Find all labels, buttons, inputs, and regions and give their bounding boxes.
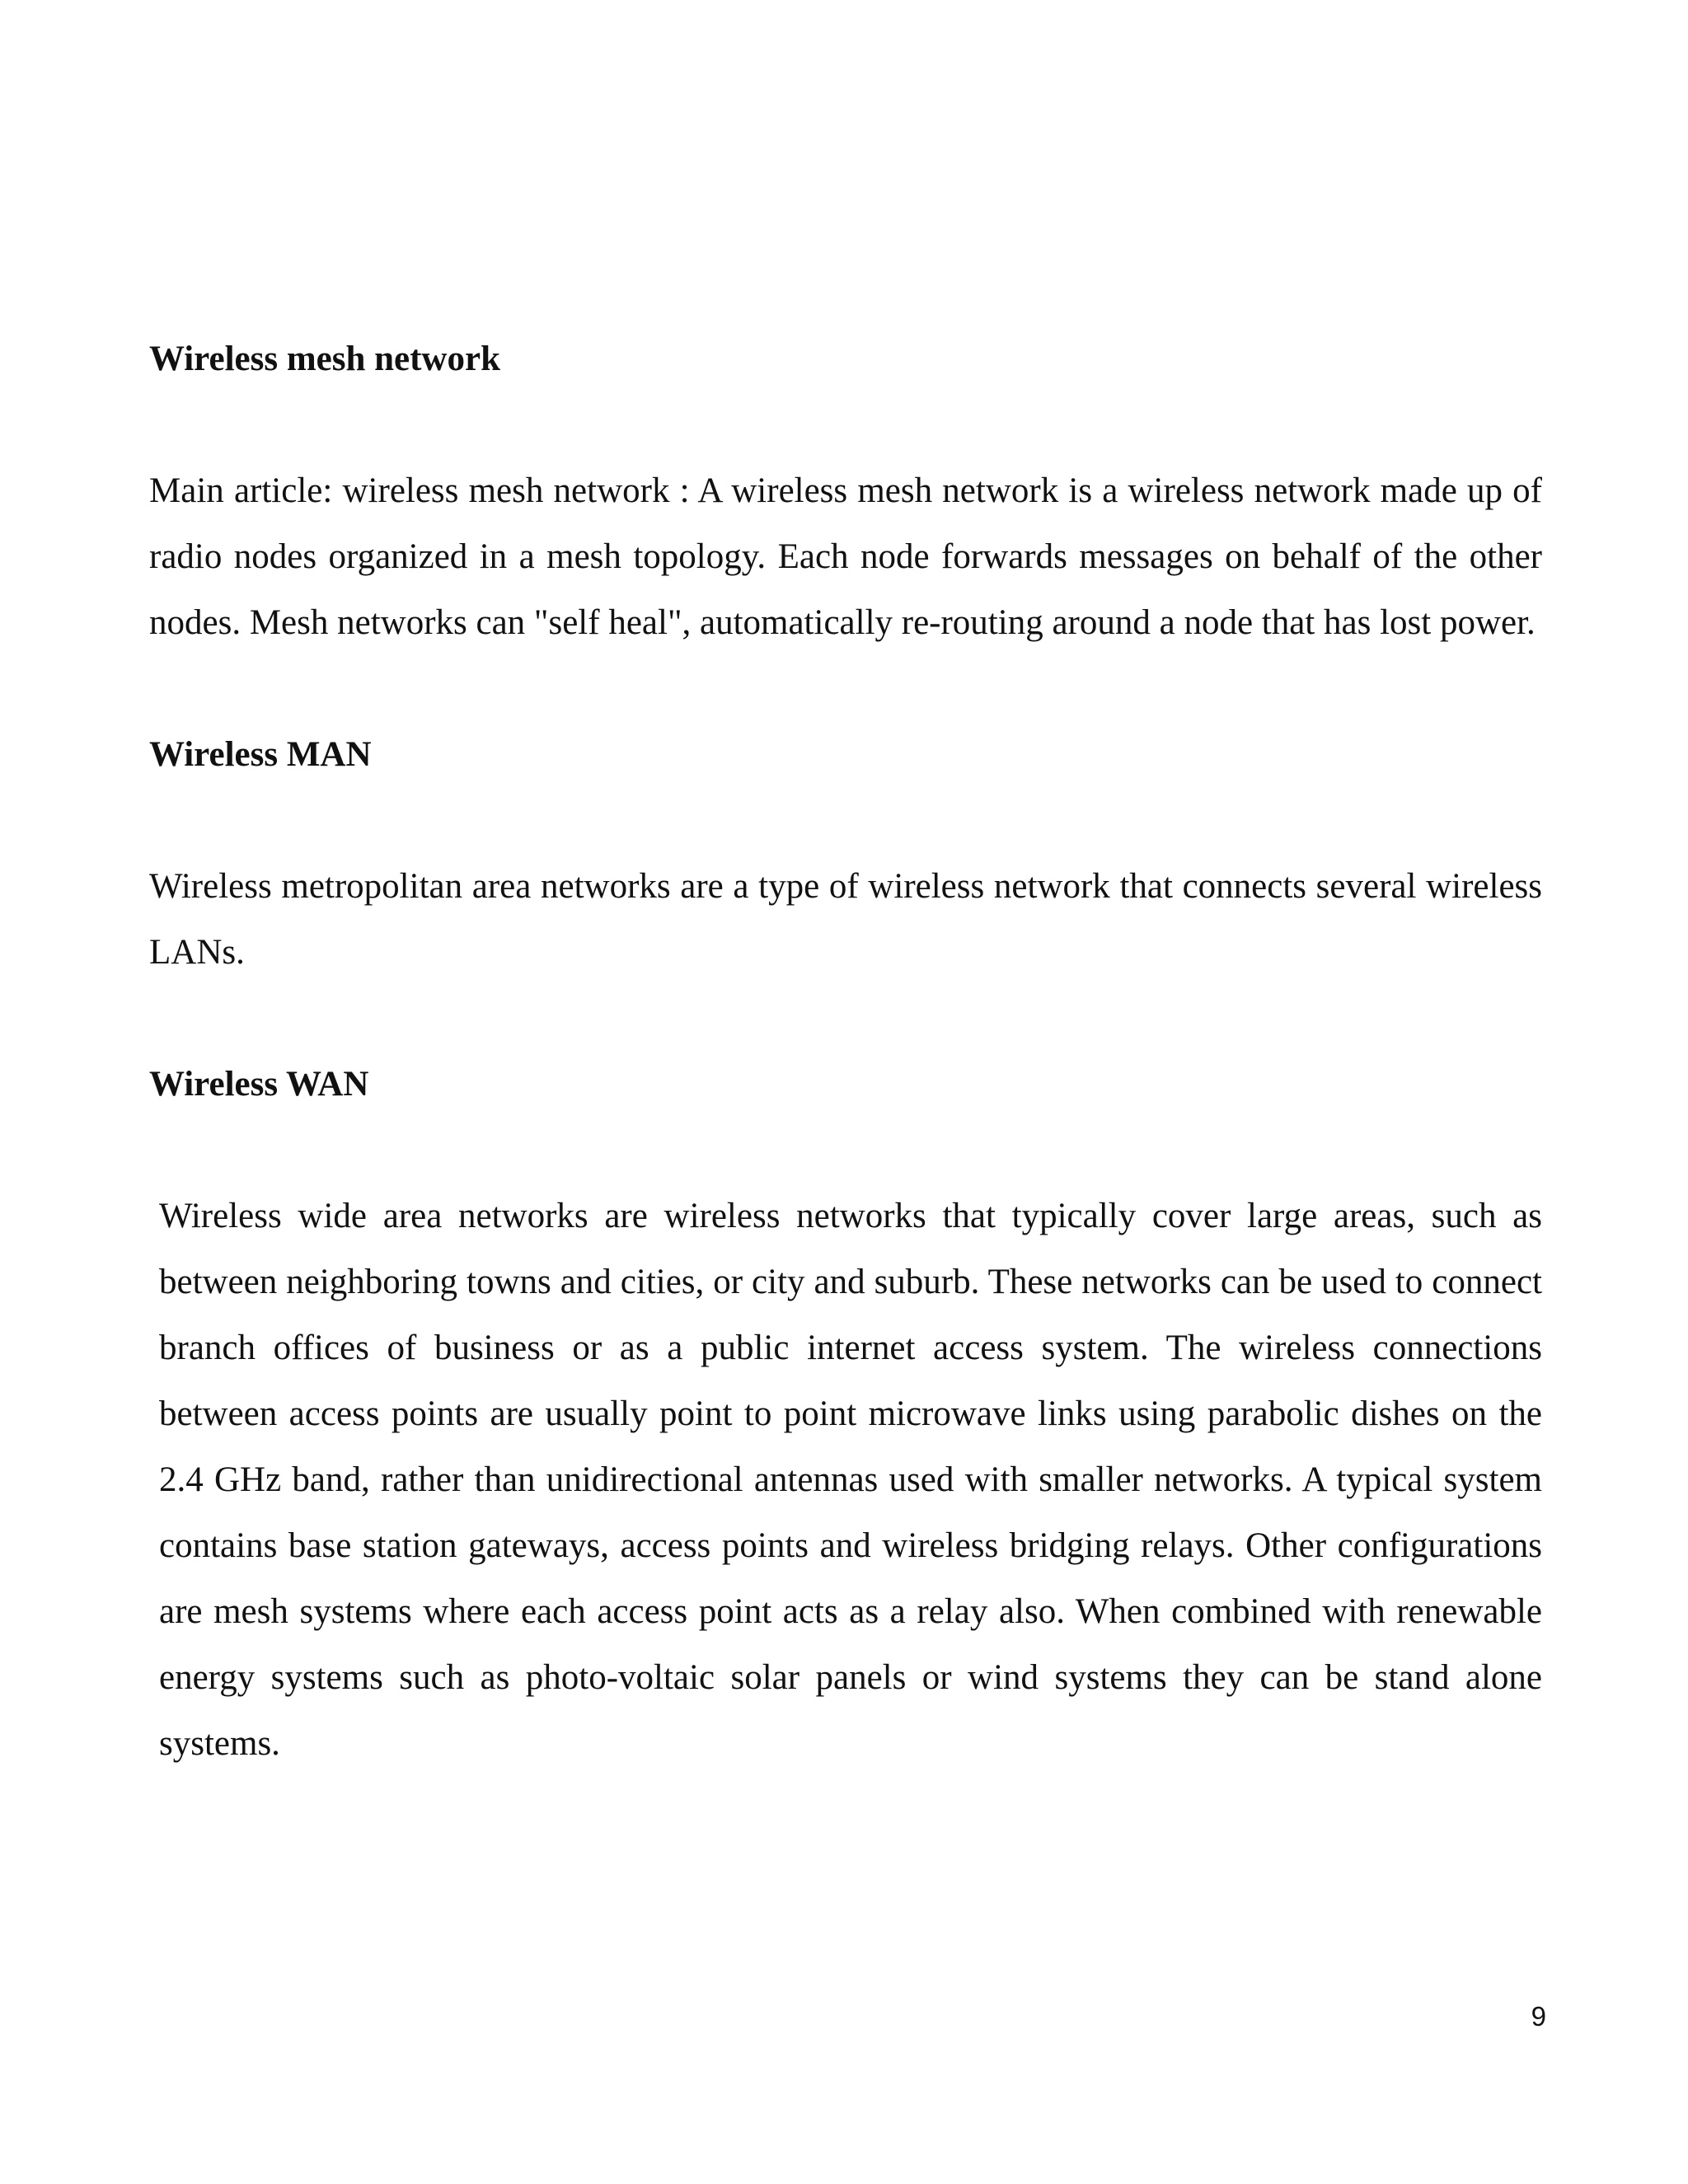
paragraph-mesh: Main article: wireless mesh network : A wireless mesh network is a wireless network made up of radio nodes organized in a mesh topology. Each node forwards messages on behalf of the other nodes. Mesh networks can "self heal", automatically re-routing around a node that has lost power. <box>149 471 1542 642</box>
page-number: 9 <box>1531 2001 1546 2032</box>
spacer <box>149 1118 1542 1183</box>
spacer <box>149 788 1542 854</box>
paragraph-man: Wireless metropolitan area networks are a type of wireless network that connects several wireless LANs. <box>149 867 1542 972</box>
paragraph-wan: Wireless wide area networks are wireless networks that typically cover large areas, such as between neighboring towns and cities, or city and suburb. These networks can be used to connect branch offices of business or as a public internet access system. The wireless connections between access points are usually point to point microwave links using parabolic dishes on the 2.4 GHz band, rather than unidirectional antennas used with smaller networks. A typical system contains base station gateways, access points and wireless bridging relays. Other configurations are mesh systems where each access point acts as a relay also. When combined with renewable energy systems such as photo-voltaic solar panels or wind systems they can be stand alone systems. <box>159 1197 1542 1763</box>
section-heading-mesh: Wireless mesh network <box>149 340 500 378</box>
page-content <box>149 326 1542 1777</box>
section-heading-wan: Wireless WAN <box>149 1065 369 1104</box>
section-heading-man: Wireless MAN <box>149 735 372 774</box>
spacer <box>149 656 1542 722</box>
spacer <box>149 392 1542 458</box>
spacer <box>149 986 1542 1052</box>
